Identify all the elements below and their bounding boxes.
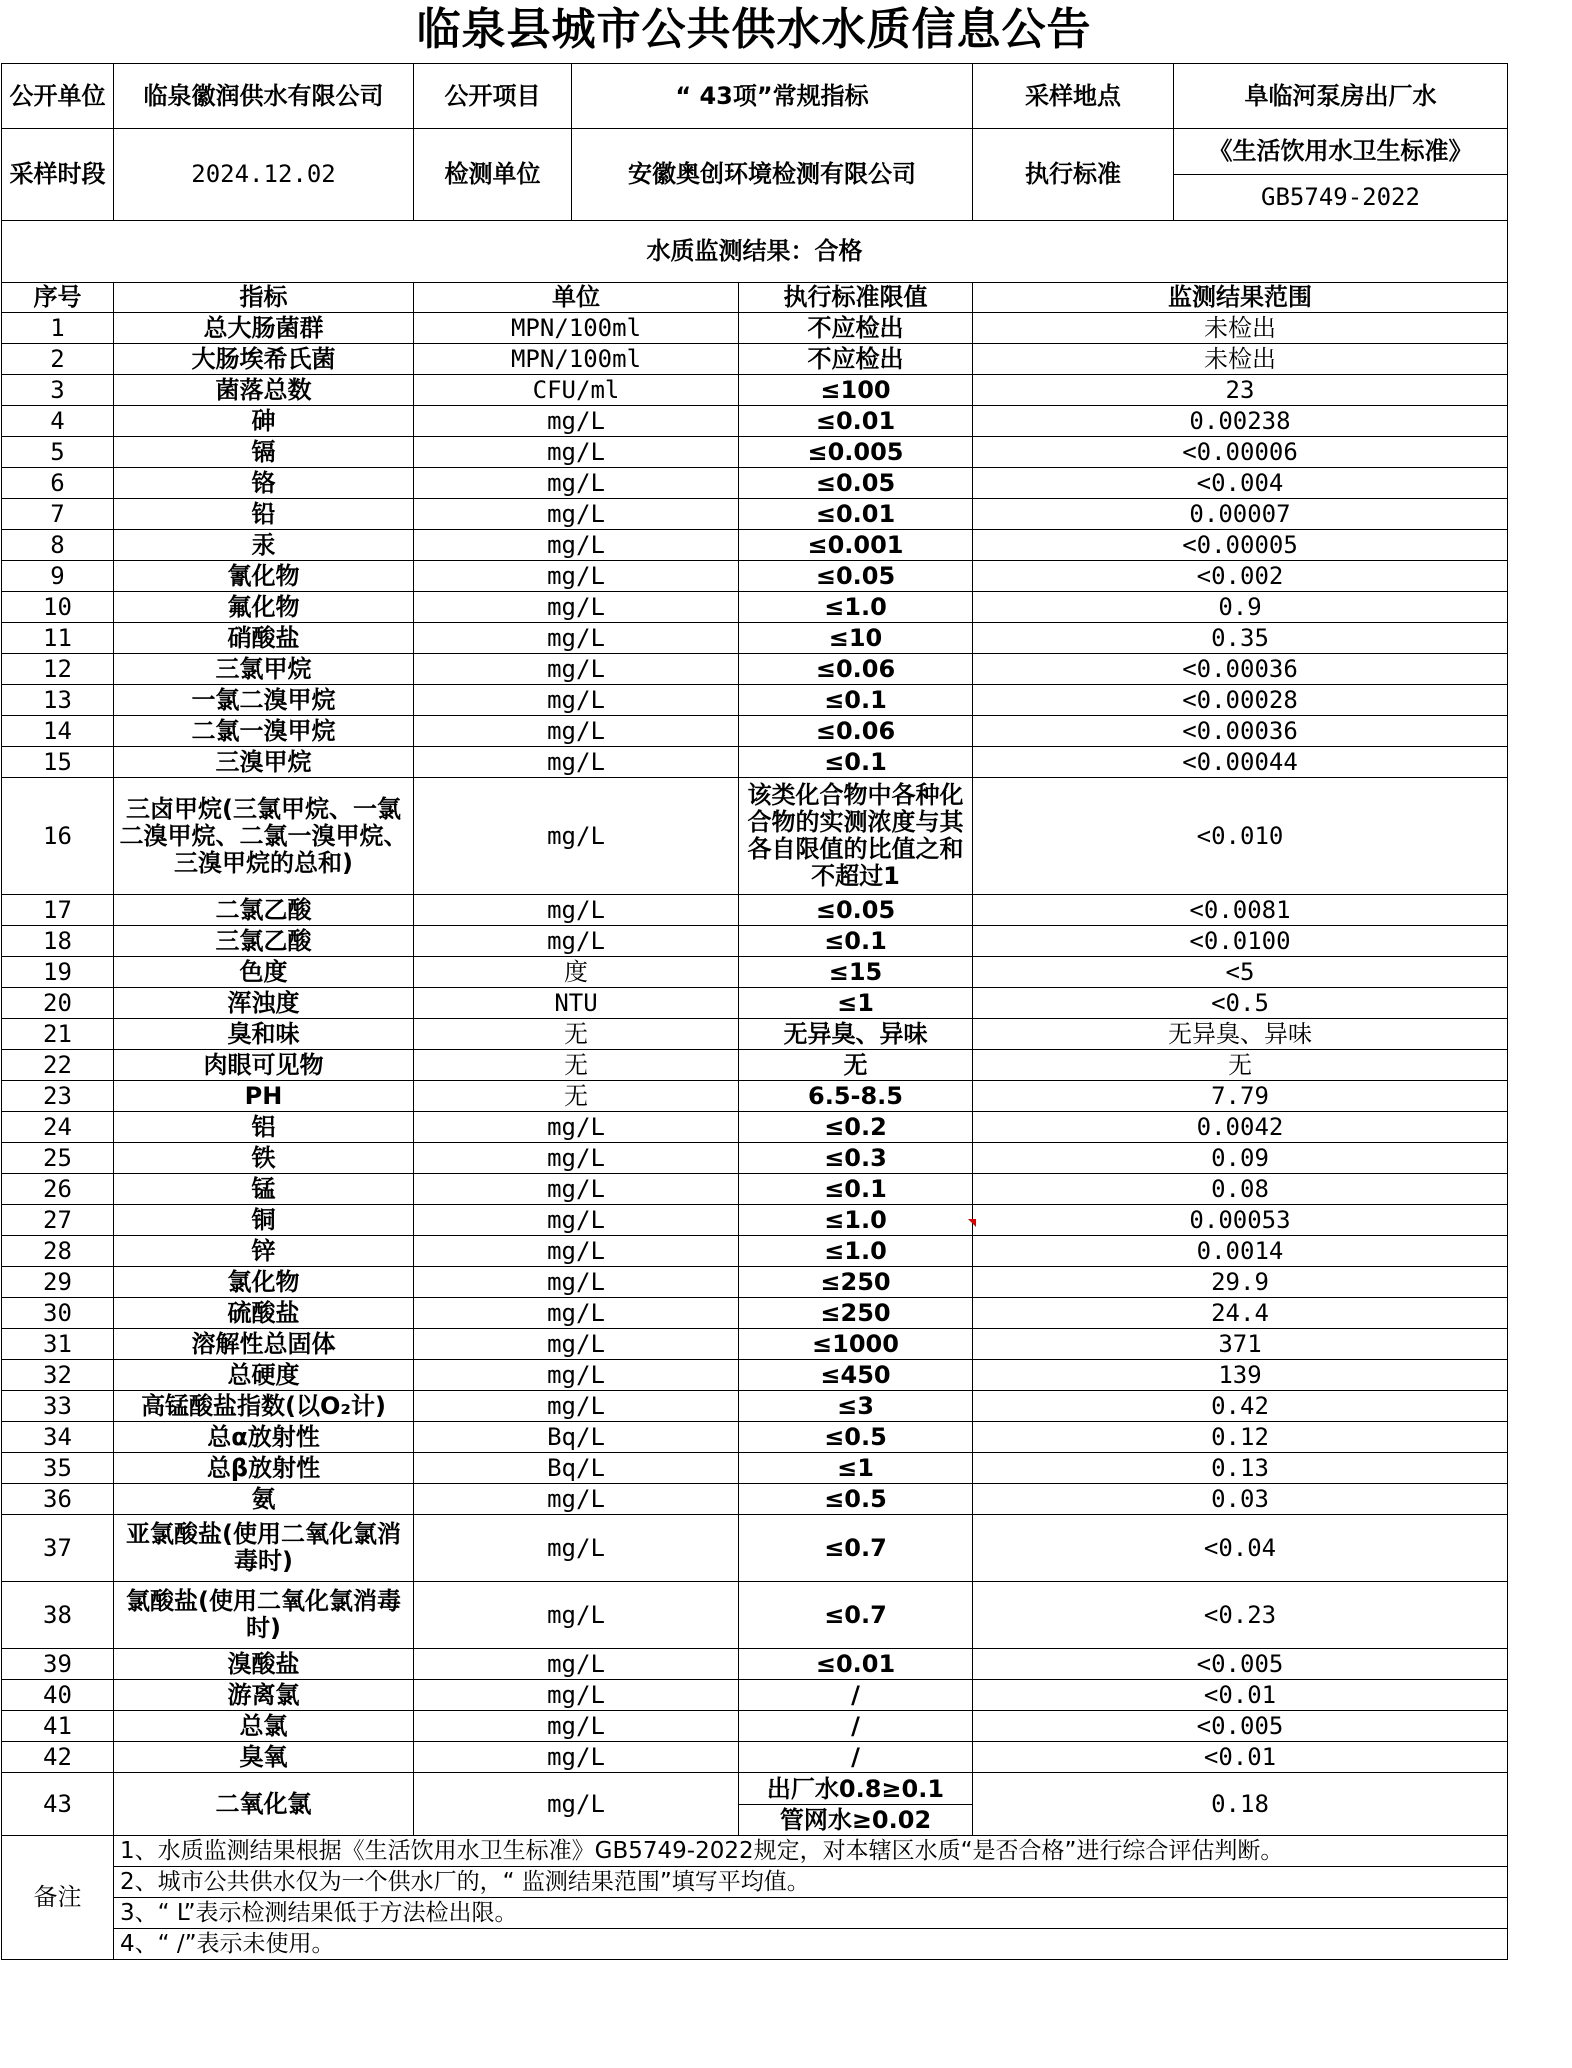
result-value: <0.005 bbox=[973, 1649, 1508, 1680]
table-row bbox=[2, 1236, 1508, 1267]
indicator-name: 硫酸盐 bbox=[114, 1298, 414, 1329]
table-row bbox=[2, 1391, 1508, 1422]
table-row bbox=[2, 1484, 1508, 1515]
indicator-name: 溶解性总固体 bbox=[114, 1329, 414, 1360]
limit-plant: 出厂水0.8≥0.1 bbox=[766, 1774, 945, 1803]
indicator-name: 铜 bbox=[114, 1205, 414, 1236]
limit-value: / bbox=[739, 1711, 973, 1742]
unit-value: mg/L bbox=[414, 1112, 739, 1143]
column-header-row bbox=[2, 283, 1508, 313]
indicator-name: 铬 bbox=[114, 468, 414, 499]
table-row bbox=[2, 895, 1508, 926]
limit-value: / bbox=[739, 1680, 973, 1711]
result-value: 0.00238 bbox=[973, 406, 1508, 437]
table-row bbox=[2, 1360, 1508, 1391]
limit-value: ≤1 bbox=[739, 988, 973, 1019]
result-value: 0.00007 bbox=[973, 499, 1508, 530]
indicator-name: 总α放射性 bbox=[114, 1422, 414, 1453]
limit-value: ≤250 bbox=[739, 1267, 973, 1298]
unit-value: mg/L bbox=[414, 1298, 739, 1329]
indicator-name: 铝 bbox=[114, 1112, 414, 1143]
result-value: <0.01 bbox=[973, 1742, 1508, 1773]
limit-value: ≤0.06 bbox=[739, 716, 973, 747]
notes-label: 备注 bbox=[2, 1836, 114, 1960]
result-value: 0.18 bbox=[973, 1773, 1508, 1836]
info-row-1 bbox=[2, 64, 1508, 129]
row-number: 40 bbox=[2, 1680, 114, 1711]
limit-value: ≤250 bbox=[739, 1298, 973, 1329]
limit-value: ≤0.1 bbox=[739, 685, 973, 716]
unit-value: 度 bbox=[414, 957, 739, 988]
unit-value: MPN/100ml bbox=[414, 344, 739, 375]
site-label: 采样地点 bbox=[973, 64, 1174, 129]
result-value: 0.00053 bbox=[973, 1205, 1508, 1236]
result-value: <0.00006 bbox=[973, 437, 1508, 468]
note-item: 2、城市公共供水仅为一个供水厂的，“ 监测结果范围”填写平均值。 bbox=[114, 1867, 1508, 1898]
info-row-2 bbox=[2, 129, 1508, 221]
unit-value: 无 bbox=[414, 1081, 739, 1112]
result-value: <0.00028 bbox=[973, 685, 1508, 716]
row-number: 18 bbox=[2, 926, 114, 957]
result-value: <0.002 bbox=[973, 561, 1508, 592]
note-row bbox=[2, 1898, 1508, 1929]
row-number: 37 bbox=[2, 1515, 114, 1582]
note-row bbox=[2, 1929, 1508, 1960]
result-value: <0.00036 bbox=[973, 654, 1508, 685]
result-value: 未检出 bbox=[973, 313, 1508, 344]
unit-value: Bq/L bbox=[414, 1453, 739, 1484]
unit-value: mg/L bbox=[414, 1742, 739, 1773]
table-row bbox=[2, 1453, 1508, 1484]
result-row bbox=[2, 221, 1508, 283]
std-label: 执行标准 bbox=[973, 129, 1174, 221]
row-number: 41 bbox=[2, 1711, 114, 1742]
table-row bbox=[2, 1649, 1508, 1680]
table-row bbox=[2, 623, 1508, 654]
limit-value: ≤0.06 bbox=[739, 654, 973, 685]
time-label: 采样时段 bbox=[2, 129, 114, 221]
unit-value: 临泉徽润供水有限公司 bbox=[114, 64, 414, 129]
row-number: 22 bbox=[2, 1050, 114, 1081]
row-number: 39 bbox=[2, 1649, 114, 1680]
limit-value: ≤0.01 bbox=[739, 406, 973, 437]
unit-value: mg/L bbox=[414, 1680, 739, 1711]
row-number: 5 bbox=[2, 437, 114, 468]
limit-value: ≤0.05 bbox=[739, 895, 973, 926]
limit-value: / bbox=[739, 1742, 973, 1773]
indicator-name: 色度 bbox=[114, 957, 414, 988]
row-number: 38 bbox=[2, 1582, 114, 1649]
limit-value: ≤0.01 bbox=[739, 499, 973, 530]
result-value: 0.09 bbox=[973, 1143, 1508, 1174]
unit-value: mg/L bbox=[414, 561, 739, 592]
row-number: 6 bbox=[2, 468, 114, 499]
indicator-name: 溴酸盐 bbox=[114, 1649, 414, 1680]
row-number: 36 bbox=[2, 1484, 114, 1515]
table-row bbox=[2, 654, 1508, 685]
table-row bbox=[2, 468, 1508, 499]
unit-value: mg/L bbox=[414, 1582, 739, 1649]
row-number: 34 bbox=[2, 1422, 114, 1453]
row-number: 11 bbox=[2, 623, 114, 654]
result-value: 7.79 bbox=[973, 1081, 1508, 1112]
limit-value: ≤0.5 bbox=[739, 1422, 973, 1453]
col-limit: 执行标准限值 bbox=[739, 283, 973, 313]
row-number: 28 bbox=[2, 1236, 114, 1267]
unit-value: CFU/ml bbox=[414, 375, 739, 406]
result-value: 0.03 bbox=[973, 1484, 1508, 1515]
table-row bbox=[2, 375, 1508, 406]
indicator-name: 氯化物 bbox=[114, 1267, 414, 1298]
table-row bbox=[2, 1205, 1508, 1236]
indicator-name: 一氯二溴甲烷 bbox=[114, 685, 414, 716]
unit-value: Bq/L bbox=[414, 1422, 739, 1453]
result-value: 无 bbox=[973, 1050, 1508, 1081]
limit-value: ≤1000 bbox=[739, 1329, 973, 1360]
unit-value: 无 bbox=[414, 1019, 739, 1050]
result-value: 0.42 bbox=[973, 1391, 1508, 1422]
row-number: 7 bbox=[2, 499, 114, 530]
indicator-name: 锰 bbox=[114, 1174, 414, 1205]
unit-value: mg/L bbox=[414, 530, 739, 561]
table-row bbox=[2, 1143, 1508, 1174]
result-value: 23 bbox=[973, 375, 1508, 406]
indicator-name: 总氯 bbox=[114, 1711, 414, 1742]
result-value: 139 bbox=[973, 1360, 1508, 1391]
limit-value: 不应检出 bbox=[739, 344, 973, 375]
table-row bbox=[2, 1711, 1508, 1742]
limit-value: ≤0.1 bbox=[739, 1174, 973, 1205]
indicator-name: 铁 bbox=[114, 1143, 414, 1174]
result-value: <0.04 bbox=[973, 1515, 1508, 1582]
limit-value: 无异臭、异味 bbox=[739, 1019, 973, 1050]
limit-value: ≤0.7 bbox=[739, 1582, 973, 1649]
unit-value: mg/L bbox=[414, 468, 739, 499]
note-row bbox=[2, 1867, 1508, 1898]
table-row bbox=[2, 747, 1508, 778]
result-value: <0.00036 bbox=[973, 716, 1508, 747]
result-value: 0.35 bbox=[973, 623, 1508, 654]
table-row bbox=[2, 1267, 1508, 1298]
unit-value: mg/L bbox=[414, 1773, 739, 1836]
result-value: <0.004 bbox=[973, 468, 1508, 499]
lab-value: 安徽奥创环境检测有限公司 bbox=[572, 129, 973, 221]
indicator-name: 总大肠菌群 bbox=[114, 313, 414, 344]
unit-value: mg/L bbox=[414, 1267, 739, 1298]
result-value: 0.9 bbox=[973, 592, 1508, 623]
table-row bbox=[2, 1329, 1508, 1360]
result-value: <0.0081 bbox=[973, 895, 1508, 926]
limit-value: 6.5-8.5 bbox=[739, 1081, 973, 1112]
result-value: <0.010 bbox=[973, 778, 1508, 895]
unit-value: mg/L bbox=[414, 1711, 739, 1742]
indicator-name: 臭氧 bbox=[114, 1742, 414, 1773]
table-row bbox=[2, 592, 1508, 623]
unit-value: mg/L bbox=[414, 1329, 739, 1360]
limit-value: ≤0.5 bbox=[739, 1484, 973, 1515]
limit-value: 不应检出 bbox=[739, 313, 973, 344]
unit-value: mg/L bbox=[414, 1236, 739, 1267]
table-row bbox=[2, 1742, 1508, 1773]
result-value: 无异臭、异味 bbox=[973, 1019, 1508, 1050]
indicator-name: 游离氯 bbox=[114, 1680, 414, 1711]
row-number: 9 bbox=[2, 561, 114, 592]
result-summary: 水质监测结果：合格 bbox=[2, 221, 1508, 283]
row-number: 21 bbox=[2, 1019, 114, 1050]
limit-value: ≤0.05 bbox=[739, 468, 973, 499]
lab-label: 检测单位 bbox=[414, 129, 572, 221]
indicator-name: 臭和味 bbox=[114, 1019, 414, 1050]
red-corner-mark bbox=[968, 1219, 976, 1227]
row-number: 17 bbox=[2, 895, 114, 926]
unit-value: mg/L bbox=[414, 1360, 739, 1391]
table-row bbox=[2, 988, 1508, 1019]
limit-value: ≤1 bbox=[739, 1453, 973, 1484]
item-label: 公开项目 bbox=[414, 64, 572, 129]
row-number: 13 bbox=[2, 685, 114, 716]
unit-value: mg/L bbox=[414, 1515, 739, 1582]
site-value: 阜临河泵房出厂水 bbox=[1174, 64, 1508, 129]
table-row bbox=[2, 926, 1508, 957]
row-number: 43 bbox=[2, 1773, 114, 1836]
unit-value: mg/L bbox=[414, 437, 739, 468]
note-item: 1、水质监测结果根据《生活饮用水卫生标准》GB5749-2022规定，对本辖区水质“是否合格”进行综合评估判断。 bbox=[114, 1836, 1508, 1867]
result-value: 24.4 bbox=[973, 1298, 1508, 1329]
indicator-name: 三氯乙酸 bbox=[114, 926, 414, 957]
row-number: 16 bbox=[2, 778, 114, 895]
row-number: 8 bbox=[2, 530, 114, 561]
note-item: 3、“ L”表示检测结果低于方法检出限。 bbox=[114, 1898, 1508, 1929]
row-number: 32 bbox=[2, 1360, 114, 1391]
limit-value: ≤0.1 bbox=[739, 747, 973, 778]
unit-value: mg/L bbox=[414, 1143, 739, 1174]
limit-value: ≤0.01 bbox=[739, 1649, 973, 1680]
indicator-name: PH bbox=[114, 1081, 414, 1112]
limit-value: 无 bbox=[739, 1050, 973, 1081]
result-value: <0.23 bbox=[973, 1582, 1508, 1649]
unit-value: mg/L bbox=[414, 406, 739, 437]
limit-value bbox=[739, 1773, 973, 1836]
row-number: 12 bbox=[2, 654, 114, 685]
table-row bbox=[2, 1081, 1508, 1112]
row-number: 2 bbox=[2, 344, 114, 375]
indicator-name: 镉 bbox=[114, 437, 414, 468]
time-value: 2024.12.02 bbox=[114, 129, 414, 221]
row-number: 1 bbox=[2, 313, 114, 344]
row-number: 15 bbox=[2, 747, 114, 778]
unit-value: mg/L bbox=[414, 1484, 739, 1515]
unit-value: mg/L bbox=[414, 895, 739, 926]
indicator-name: 锌 bbox=[114, 1236, 414, 1267]
indicator-name: 氨 bbox=[114, 1484, 414, 1515]
result-value: 371 bbox=[973, 1329, 1508, 1360]
result-value: 29.9 bbox=[973, 1267, 1508, 1298]
row-number: 30 bbox=[2, 1298, 114, 1329]
limit-value: ≤0.005 bbox=[739, 437, 973, 468]
limit-value: ≤1.0 bbox=[739, 592, 973, 623]
table-row bbox=[2, 313, 1508, 344]
row-number: 29 bbox=[2, 1267, 114, 1298]
table-row bbox=[2, 499, 1508, 530]
indicator-name: 亚氯酸盐(使用二氧化氯消毒时) bbox=[114, 1515, 414, 1582]
indicator-name: 大肠埃希氏菌 bbox=[114, 344, 414, 375]
indicator-name: 高锰酸盐指数(以O₂计) bbox=[114, 1391, 414, 1422]
limit-value: ≤0.7 bbox=[739, 1515, 973, 1582]
limit-value: ≤0.001 bbox=[739, 530, 973, 561]
indicator-name: 氰化物 bbox=[114, 561, 414, 592]
indicator-name: 铅 bbox=[114, 499, 414, 530]
indicator-name: 浑浊度 bbox=[114, 988, 414, 1019]
result-value: <0.01 bbox=[973, 1680, 1508, 1711]
unit-value: mg/L bbox=[414, 1391, 739, 1422]
indicator-name: 三卤甲烷(三氯甲烷、一氯二溴甲烷、二氯一溴甲烷、三溴甲烷的总和) bbox=[114, 778, 414, 895]
item-value: “ 43项”常规指标 bbox=[572, 64, 973, 129]
table-row bbox=[2, 1515, 1508, 1582]
limit-value: ≤15 bbox=[739, 957, 973, 988]
result-value: <5 bbox=[973, 957, 1508, 988]
indicator-name: 二氯乙酸 bbox=[114, 895, 414, 926]
row-number: 33 bbox=[2, 1391, 114, 1422]
unit-value: mg/L bbox=[414, 1649, 739, 1680]
row-number: 10 bbox=[2, 592, 114, 623]
row-number: 4 bbox=[2, 406, 114, 437]
limit-value: ≤10 bbox=[739, 623, 973, 654]
unit-value: mg/L bbox=[414, 654, 739, 685]
unit-value: mg/L bbox=[414, 747, 739, 778]
indicator-name: 硝酸盐 bbox=[114, 623, 414, 654]
limit-value: ≤3 bbox=[739, 1391, 973, 1422]
row-number: 20 bbox=[2, 988, 114, 1019]
unit-value: mg/L bbox=[414, 499, 739, 530]
unit-value: 无 bbox=[414, 1050, 739, 1081]
unit-value: mg/L bbox=[414, 592, 739, 623]
table-row bbox=[2, 1019, 1508, 1050]
limit-value: ≤0.2 bbox=[739, 1112, 973, 1143]
table-row bbox=[2, 778, 1508, 895]
table-row bbox=[2, 1112, 1508, 1143]
unit-value: mg/L bbox=[414, 1174, 739, 1205]
result-value: 0.0014 bbox=[973, 1236, 1508, 1267]
limit-value: ≤0.05 bbox=[739, 561, 973, 592]
row-number: 3 bbox=[2, 375, 114, 406]
indicator-name: 二氯一溴甲烷 bbox=[114, 716, 414, 747]
unit-value: MPN/100ml bbox=[414, 313, 739, 344]
table-row bbox=[2, 561, 1508, 592]
unit-value: mg/L bbox=[414, 778, 739, 895]
table-row bbox=[2, 406, 1508, 437]
row-number: 31 bbox=[2, 1329, 114, 1360]
result-value: 未检出 bbox=[973, 344, 1508, 375]
limit-value: ≤1.0 bbox=[739, 1236, 973, 1267]
limit-value: ≤0.3 bbox=[739, 1143, 973, 1174]
table-row bbox=[2, 530, 1508, 561]
table-row bbox=[2, 344, 1508, 375]
result-value: 0.12 bbox=[973, 1422, 1508, 1453]
indicator-name: 三氯甲烷 bbox=[114, 654, 414, 685]
indicator-name: 总β放射性 bbox=[114, 1453, 414, 1484]
unit-value: mg/L bbox=[414, 623, 739, 654]
table-row bbox=[2, 1773, 1508, 1836]
water-quality-table bbox=[1, 63, 1508, 1960]
result-value: <0.00005 bbox=[973, 530, 1508, 561]
unit-value: NTU bbox=[414, 988, 739, 1019]
table-row bbox=[2, 716, 1508, 747]
table-row bbox=[2, 1582, 1508, 1649]
table-row bbox=[2, 1680, 1508, 1711]
limit-value: ≤100 bbox=[739, 375, 973, 406]
row-number: 25 bbox=[2, 1143, 114, 1174]
table-row bbox=[2, 1050, 1508, 1081]
note-row bbox=[2, 1836, 1508, 1867]
row-number: 14 bbox=[2, 716, 114, 747]
result-value: 0.13 bbox=[973, 1453, 1508, 1484]
row-number: 42 bbox=[2, 1742, 114, 1773]
unit-value: mg/L bbox=[414, 716, 739, 747]
indicator-name: 砷 bbox=[114, 406, 414, 437]
row-number: 35 bbox=[2, 1453, 114, 1484]
row-number: 23 bbox=[2, 1081, 114, 1112]
table-row bbox=[2, 1422, 1508, 1453]
limit-value: ≤450 bbox=[739, 1360, 973, 1391]
std-code: GB5749-2022 bbox=[1174, 174, 1507, 220]
indicator-name: 氟化物 bbox=[114, 592, 414, 623]
table-row bbox=[2, 1174, 1508, 1205]
row-number: 26 bbox=[2, 1174, 114, 1205]
indicator-name: 二氧化氯 bbox=[114, 1773, 414, 1836]
row-number: 24 bbox=[2, 1112, 114, 1143]
result-value: 0.0042 bbox=[973, 1112, 1508, 1143]
indicator-name: 总硬度 bbox=[114, 1360, 414, 1391]
table-row bbox=[2, 1298, 1508, 1329]
page-title: 临泉县城市公共供水水质信息公告 bbox=[416, 4, 1092, 55]
limit-value: 该类化合物中各种化合物的实测浓度与其各自限值的比值之和不超过1 bbox=[739, 778, 973, 895]
table-row bbox=[2, 685, 1508, 716]
result-value: <0.0100 bbox=[973, 926, 1508, 957]
result-value: 0.08 bbox=[973, 1174, 1508, 1205]
table-row bbox=[2, 957, 1508, 988]
unit-value: mg/L bbox=[414, 926, 739, 957]
row-number: 19 bbox=[2, 957, 114, 988]
col-range: 监测结果范围 bbox=[973, 283, 1508, 313]
indicator-name: 肉眼可见物 bbox=[114, 1050, 414, 1081]
std-value bbox=[1174, 129, 1508, 221]
indicator-name: 汞 bbox=[114, 530, 414, 561]
col-no: 序号 bbox=[2, 283, 114, 313]
unit-label: 公开单位 bbox=[2, 64, 114, 129]
limit-value: ≤1.0 bbox=[739, 1205, 973, 1236]
col-indicator: 指标 bbox=[114, 283, 414, 313]
unit-value: mg/L bbox=[414, 1205, 739, 1236]
limit-network: 管网水≥0.02 bbox=[739, 1804, 972, 1835]
result-value: <0.005 bbox=[973, 1711, 1508, 1742]
result-value: <0.5 bbox=[973, 988, 1508, 1019]
result-value: <0.00044 bbox=[973, 747, 1508, 778]
indicator-name: 三溴甲烷 bbox=[114, 747, 414, 778]
indicator-name: 氯酸盐(使用二氧化氯消毒时) bbox=[114, 1582, 414, 1649]
row-number: 27 bbox=[2, 1205, 114, 1236]
col-unit: 单位 bbox=[414, 283, 739, 313]
unit-value: mg/L bbox=[414, 685, 739, 716]
limit-value: ≤0.1 bbox=[739, 926, 973, 957]
std-name: 《生活饮用水卫生标准》 bbox=[1208, 137, 1473, 165]
note-item: 4、“ /”表示未使用。 bbox=[114, 1929, 1508, 1960]
table-row bbox=[2, 437, 1508, 468]
indicator-name: 菌落总数 bbox=[114, 375, 414, 406]
